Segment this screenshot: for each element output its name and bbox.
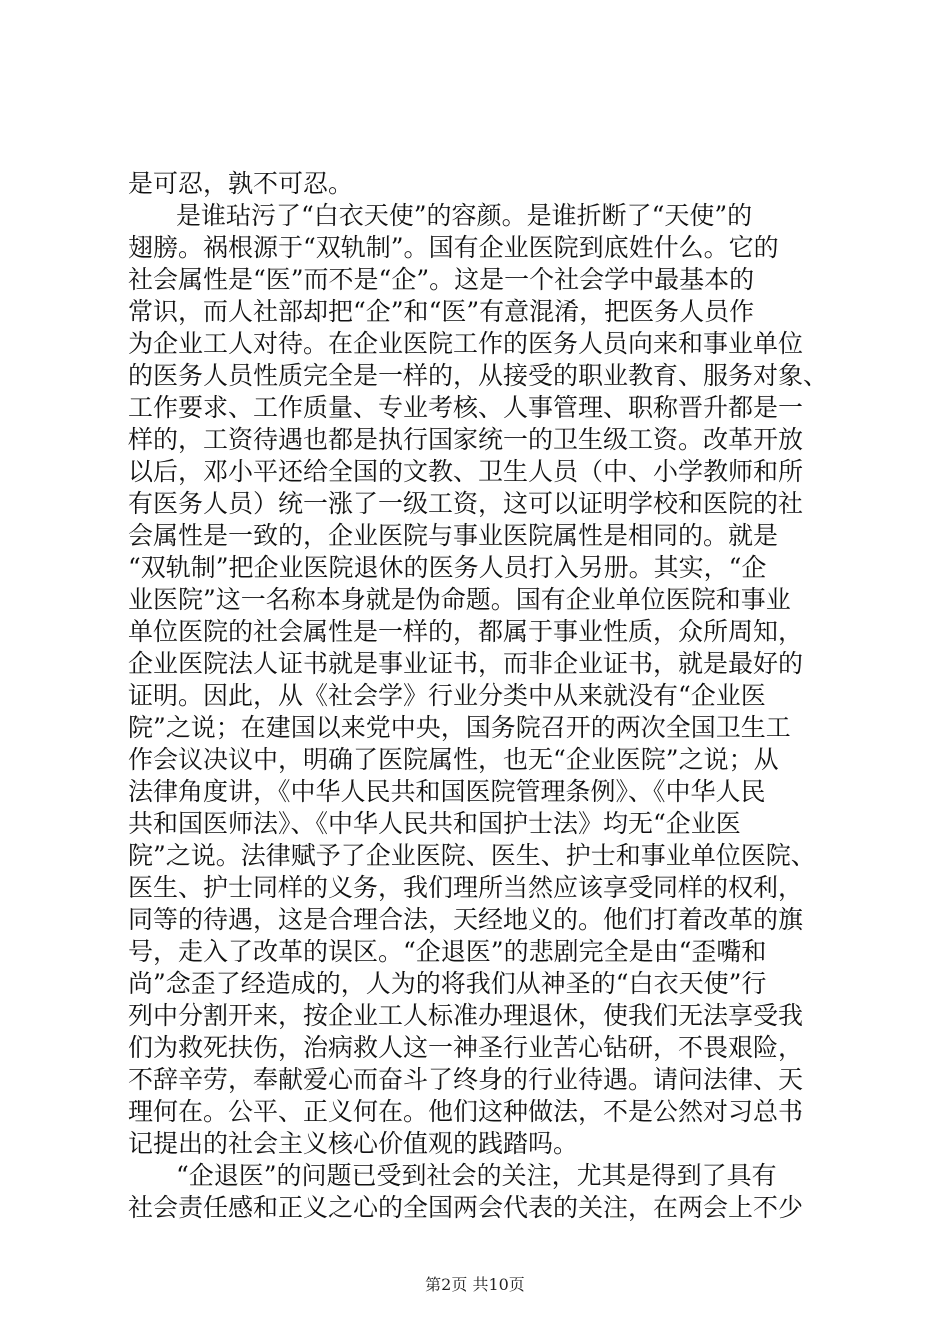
page-footer: 第2页 共10页: [425, 1275, 525, 1294]
text-line-27: 列中分割开来，按企业工人标准办理退休，使我们无法享受我: [128, 1001, 804, 1030]
text-line-18: 院”之说；在建国以来党中央，国务院召开的两次全国卫生工: [128, 713, 791, 742]
text-line-20: 法律角度讲，《中华人民共和国医院管理条例》、《中华人民: [128, 777, 766, 806]
text-line-24: 同等的待遇，这是合理合法，天经地义的。他们打着改革的旗: [128, 905, 804, 934]
text-line-13: “双轨制”把企业医院退休的医务人员打入另册。其实，“企: [128, 553, 767, 582]
text-line-2: 是谁玷污了“白衣天使”的容颜。是谁折断了“天使”的: [176, 201, 753, 230]
text-line-10: 以后，邓小平还给全国的文教、卫生人员（中、小学教师和所: [128, 457, 804, 486]
text-line-23: 医生、护士同样的义务，我们理所当然应该享受同样的权利，: [128, 873, 804, 902]
text-line-14: 业医院”这一名称本身就是伪命题。国有企业单位医院和事业: [128, 585, 791, 614]
text-line-9: 样的，工资待遇也都是执行国家统一的卫生级工资。改革开放: [128, 425, 804, 454]
text-line-33: 社会责任感和正义之心的全国两会代表的关注，在两会上不少: [128, 1193, 804, 1222]
text-line-17: 证明。因此，从《社会学》行业分类中从来就没有“企业医: [128, 681, 766, 710]
text-line-12: 会属性是一致的，企业医院与事业医院属性是相同的。就是: [128, 521, 779, 550]
text-line-25: 号，走入了改革的误区。“企退医”的悲剧完全是由“歪嘴和: [128, 937, 767, 966]
text-line-31: 记提出的社会主义核心价值观的践踏吗。: [128, 1129, 579, 1158]
text-line-4: 社会属性是“医”而不是“企”。这是一个社会学中最基本的: [128, 265, 755, 294]
text-line-6: 为企业工人对待。在企业医院工作的医务人员向来和事业单位: [128, 329, 804, 358]
text-line-29: 不辞辛劳，奉献爱心而奋斗了终身的行业待遇。请问法律、天: [128, 1065, 804, 1094]
text-line-5: 常识，而人社部却把“企”和“医”有意混淆，把医务人员作: [128, 297, 755, 326]
body-text: [128, 168, 832, 1224]
text-line-26: 尚”念歪了经造成的，人为的将我们从神圣的“白衣天使”行: [128, 969, 767, 998]
text-line-32: “企退医”的问题已受到社会的关注，尤其是得到了具有: [176, 1161, 777, 1190]
text-line-1: 是可忍，孰不可忍。: [128, 169, 354, 198]
text-line-11: 有医务人员）统一涨了一级工资，这可以证明学校和医院的社: [128, 489, 804, 518]
text-line-16: 企业医院法人证书就是事业证书，而非企业证书，就是最好的: [128, 649, 804, 678]
text-line-3: 翅膀。祸根源于“双轨制”。国有企业医院到底姓什么。它的: [128, 233, 779, 262]
text-line-7: 的医务人员性质完全是一样的，从接受的职业教育、服务对象、: [128, 361, 829, 390]
text-line-8: 工作要求、工作质量、专业考核、人事管理、职称晋升都是一: [128, 393, 804, 422]
text-line-15: 单位医院的社会属性是一样的，都属于事业性质，众所周知，: [128, 617, 804, 646]
text-line-22: 院”之说。法律赋予了企业医院、医生、护士和事业单位医院、: [128, 841, 816, 870]
text-line-28: 们为救死扶伤，治病救人这一神圣行业苦心钻研，不畏艰险，: [128, 1033, 804, 1062]
text-line-21: 共和国医师法》、《中华人民共和国护士法》均无“企业医: [128, 809, 741, 838]
text-line-30: 理何在。公平、正义何在。他们这种做法，不是公然对习总书: [128, 1097, 804, 1126]
text-line-19: 作会议决议中，明确了医院属性，也无“企业医院”之说；从: [128, 745, 779, 774]
